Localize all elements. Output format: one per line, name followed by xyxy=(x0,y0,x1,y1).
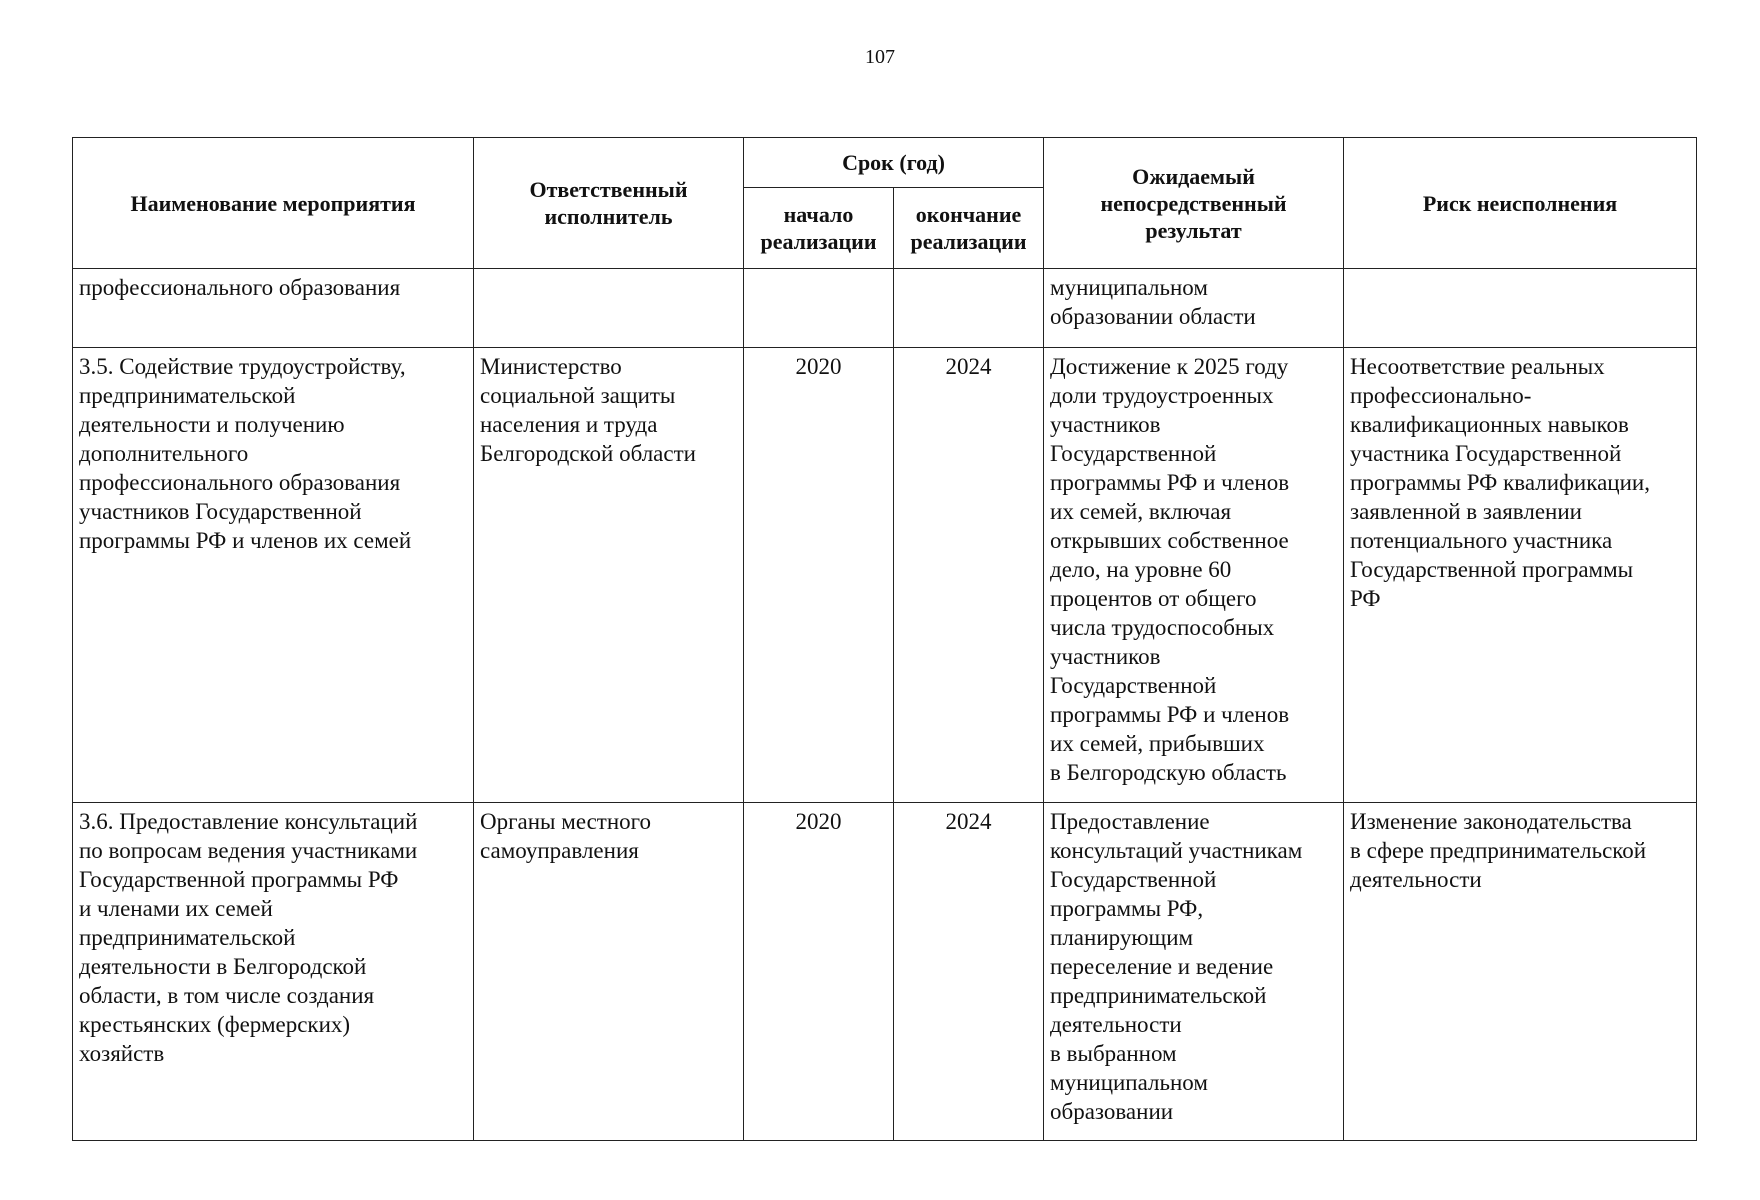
header-start: начало реализации xyxy=(744,188,894,269)
cell-executor: Органы местного самоуправления xyxy=(474,803,744,1141)
header-risk: Риск неисполнения xyxy=(1344,138,1697,269)
cell-end: 2024 xyxy=(894,803,1044,1141)
table-row xyxy=(73,269,1697,348)
cell-risk xyxy=(1344,269,1697,348)
cell-name: 3.6. Предоставление консультаций по вопросам ведения участниками Государственной программы РФ и членами их семей предпринимательской деятельности в Белгородской области, в том числе создания крестьянских (фермерских) хозяйств xyxy=(73,803,474,1141)
cell-risk: Изменение законодательства в сфере предпринимательской деятельности xyxy=(1344,803,1697,1141)
cell-end: 2024 xyxy=(894,348,1044,803)
header-executor: Ответственный исполнитель xyxy=(474,138,744,269)
cell-risk: Несоответствие реальных профессионально- квалификационных навыков участника Государственной программы РФ квалификации, заявленной в заявлении потенциального участника Государственной программы РФ xyxy=(1344,348,1697,803)
cell-name: профессионального образования xyxy=(73,269,474,348)
header-end: окончание реализации xyxy=(894,188,1044,269)
page-number: 107 xyxy=(865,46,895,68)
cell-result: муниципальном образовании области xyxy=(1044,269,1344,348)
cell-result: Достижение к 2025 году доли трудоустроенных участников Государственной программы РФ и членов их семей, включая открывших собственное дело, на уровне 60 процентов от общего числа трудоспособных участников Государственной программы РФ и членов их семей, прибывших в Белгородскую область xyxy=(1044,348,1344,803)
header-result: Ожидаемый непосредственный результат xyxy=(1044,138,1344,269)
cell-result: Предоставление консультаций участникам Государственной программы РФ, планирующим переселение и ведение предпринимательской деятельности в выбранном муниципальном образовании xyxy=(1044,803,1344,1141)
table-row xyxy=(73,803,1697,1141)
table-row xyxy=(73,348,1697,803)
cell-start xyxy=(744,269,894,348)
cell-name: 3.5. Содействие трудоустройству, предпринимательской деятельности и получению дополнительного профессионального образования участников Государственной программы РФ и членов их семей xyxy=(73,348,474,803)
cell-executor xyxy=(474,269,744,348)
cell-end xyxy=(894,269,1044,348)
cell-start: 2020 xyxy=(744,803,894,1141)
header-period: Срок (год) xyxy=(744,138,1044,188)
cell-start: 2020 xyxy=(744,348,894,803)
header-name: Наименование мероприятия xyxy=(73,138,474,269)
cell-executor: Министерство социальной защиты населения и труда Белгородской области xyxy=(474,348,744,803)
measures-table xyxy=(72,137,1697,1141)
